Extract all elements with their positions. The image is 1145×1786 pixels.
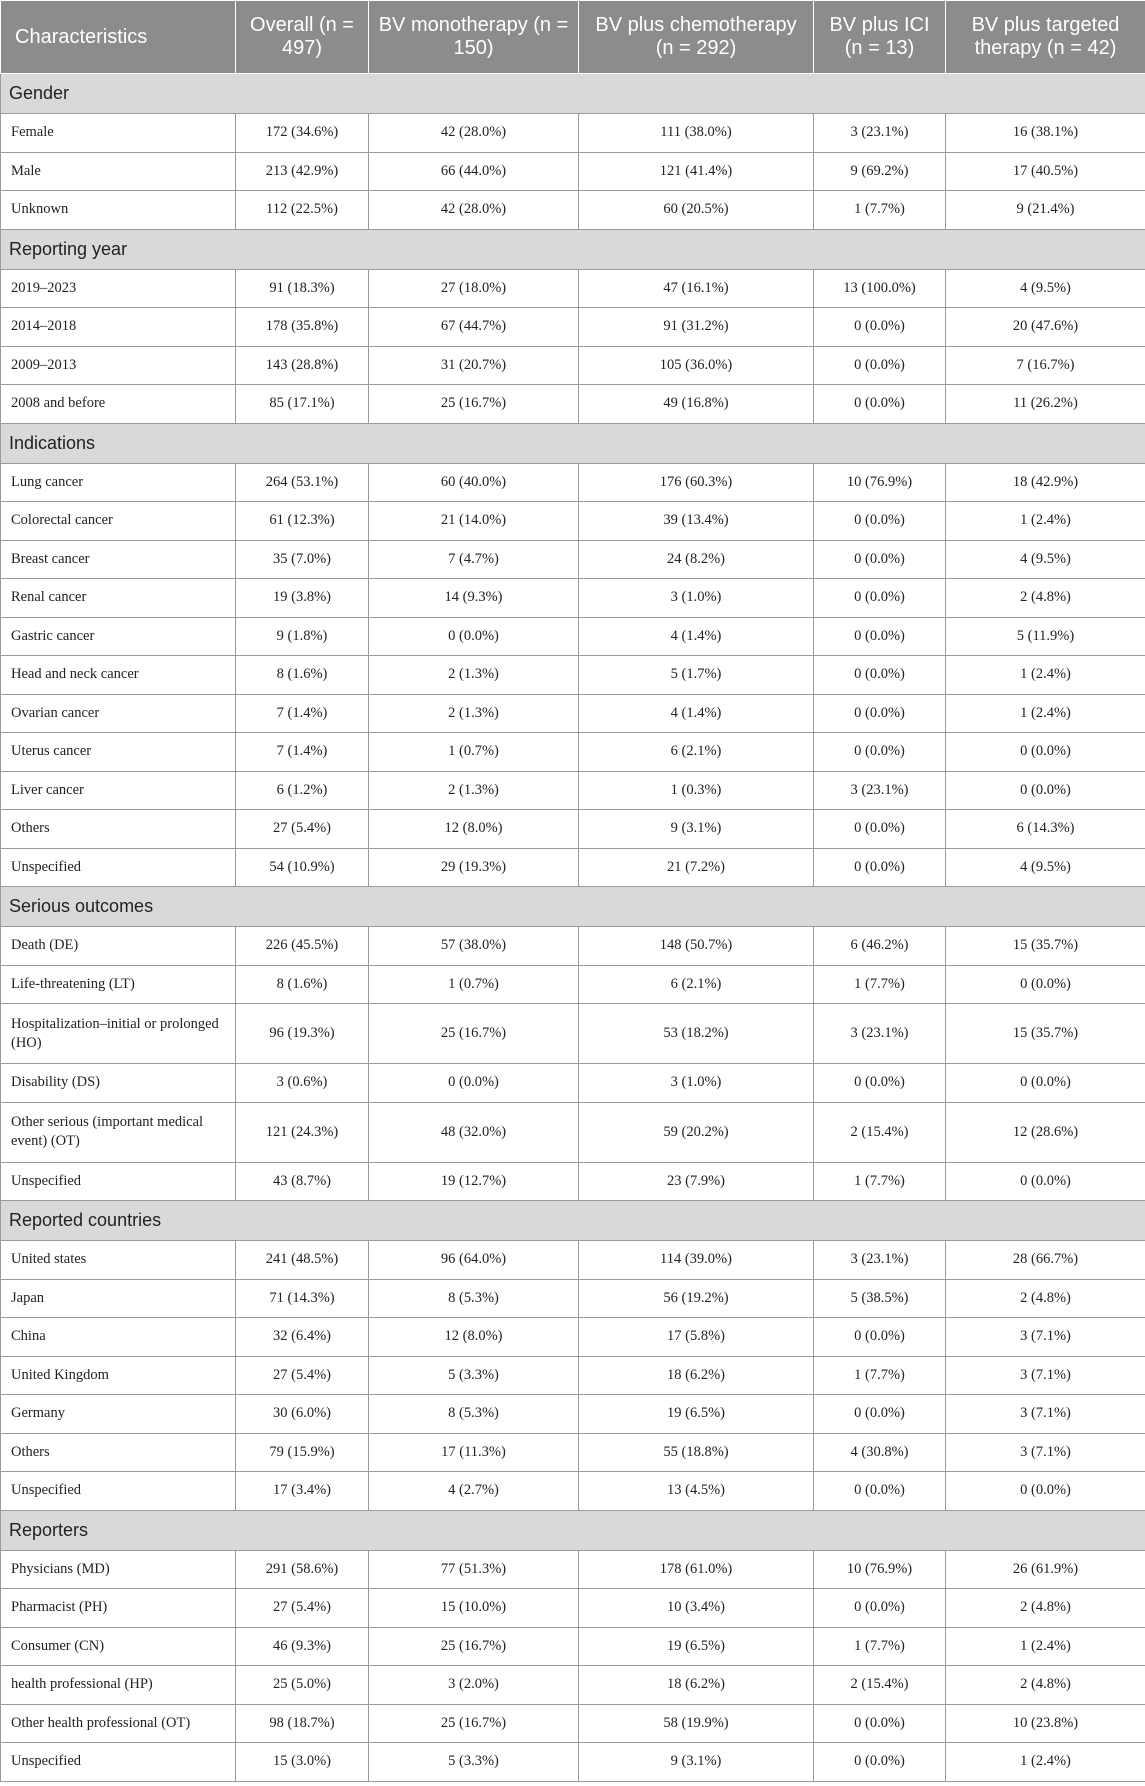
- table-row: [1, 463, 1145, 502]
- bv-plus-ici-cell: 0 (0.0%): [814, 1318, 946, 1357]
- bv-monotherapy-cell: 29 (19.3%): [369, 848, 579, 887]
- bv-plus-chemotherapy-cell: 18 (6.2%): [579, 1356, 814, 1395]
- table-body: [1, 74, 1145, 1782]
- table-row: [1, 656, 1145, 695]
- bv-plus-chemotherapy-cell: 121 (41.4%): [579, 152, 814, 191]
- characteristic-cell: Renal cancer: [1, 579, 236, 618]
- bv-monotherapy-cell: 0 (0.0%): [369, 1064, 579, 1103]
- bv-plus-ici-cell: 0 (0.0%): [814, 1589, 946, 1628]
- bv-monotherapy-cell: 17 (11.3%): [369, 1433, 579, 1472]
- bv-plus-targeted-therapy-cell: 10 (23.8%): [946, 1704, 1145, 1743]
- bv-plus-targeted-therapy-cell: 26 (61.9%): [946, 1550, 1145, 1589]
- bv-plus-targeted-therapy-cell: 3 (7.1%): [946, 1318, 1145, 1357]
- bv-plus-chemotherapy-cell: 91 (31.2%): [579, 308, 814, 347]
- overall-cell: 291 (58.6%): [236, 1550, 369, 1589]
- bv-monotherapy-cell: 2 (1.3%): [369, 656, 579, 695]
- characteristic-cell: Liver cancer: [1, 771, 236, 810]
- overall-cell: 79 (15.9%): [236, 1433, 369, 1472]
- bv-plus-chemotherapy-cell: 105 (36.0%): [579, 346, 814, 385]
- bv-plus-ici-cell: 1 (7.7%): [814, 1627, 946, 1666]
- bv-plus-chemotherapy-cell: 178 (61.0%): [579, 1550, 814, 1589]
- bv-plus-chemotherapy-cell: 1 (0.3%): [579, 771, 814, 810]
- bv-plus-chemotherapy-cell: 9 (3.1%): [579, 1743, 814, 1782]
- bv-plus-targeted-therapy-cell: 15 (35.7%): [946, 1004, 1145, 1064]
- bv-plus-ici-cell: 1 (7.7%): [814, 965, 946, 1004]
- section-title: Reporters: [1, 1510, 1145, 1550]
- bv-plus-ici-cell: 10 (76.9%): [814, 1550, 946, 1589]
- bv-monotherapy-cell: 31 (20.7%): [369, 346, 579, 385]
- characteristic-cell: Lung cancer: [1, 463, 236, 502]
- overall-cell: 19 (3.8%): [236, 579, 369, 618]
- overall-cell: 264 (53.1%): [236, 463, 369, 502]
- section-title: Indications: [1, 423, 1145, 463]
- table-row: [1, 965, 1145, 1004]
- bv-plus-chemotherapy-cell: 4 (1.4%): [579, 694, 814, 733]
- overall-cell: 25 (5.0%): [236, 1666, 369, 1705]
- bv-plus-ici-cell: 10 (76.9%): [814, 463, 946, 502]
- bv-plus-chemotherapy-cell: 6 (2.1%): [579, 965, 814, 1004]
- table-row: [1, 1666, 1145, 1705]
- table-row: [1, 540, 1145, 579]
- bv-plus-ici-cell: 9 (69.2%): [814, 152, 946, 191]
- table-row: [1, 927, 1145, 966]
- overall-cell: 8 (1.6%): [236, 656, 369, 695]
- bv-plus-ici-cell: 0 (0.0%): [814, 1743, 946, 1782]
- bv-plus-ici-cell: 1 (7.7%): [814, 191, 946, 230]
- bv-plus-targeted-therapy-cell: 0 (0.0%): [946, 733, 1145, 772]
- overall-cell: 54 (10.9%): [236, 848, 369, 887]
- table-row: [1, 733, 1145, 772]
- bv-plus-targeted-therapy-cell: 15 (35.7%): [946, 927, 1145, 966]
- bv-monotherapy-cell: 8 (5.3%): [369, 1279, 579, 1318]
- bv-plus-targeted-therapy-cell: 16 (38.1%): [946, 114, 1145, 153]
- bv-plus-targeted-therapy-cell: 3 (7.1%): [946, 1433, 1145, 1472]
- bv-plus-targeted-therapy-cell: 18 (42.9%): [946, 463, 1145, 502]
- table-row: [1, 579, 1145, 618]
- bv-plus-targeted-therapy-cell: 3 (7.1%): [946, 1395, 1145, 1434]
- bv-plus-ici-cell: 0 (0.0%): [814, 308, 946, 347]
- characteristic-cell: Unspecified: [1, 848, 236, 887]
- bv-plus-chemotherapy-cell: 10 (3.4%): [579, 1589, 814, 1628]
- bv-plus-targeted-therapy-cell: 2 (4.8%): [946, 1589, 1145, 1628]
- overall-cell: 7 (1.4%): [236, 733, 369, 772]
- bv-plus-ici-cell: 0 (0.0%): [814, 1704, 946, 1743]
- bv-plus-targeted-therapy-cell: 11 (26.2%): [946, 385, 1145, 424]
- bv-plus-ici-cell: 0 (0.0%): [814, 656, 946, 695]
- bv-plus-targeted-therapy-cell: 3 (7.1%): [946, 1356, 1145, 1395]
- bv-plus-chemotherapy-cell: 3 (1.0%): [579, 579, 814, 618]
- bv-plus-ici-cell: 0 (0.0%): [814, 1064, 946, 1103]
- table-row: [1, 308, 1145, 347]
- section-title: Serious outcomes: [1, 887, 1145, 927]
- bv-plus-ici-cell: 0 (0.0%): [814, 617, 946, 656]
- table-row: [1, 1279, 1145, 1318]
- bv-plus-ici-cell: 1 (7.7%): [814, 1356, 946, 1395]
- table-row: [1, 114, 1145, 153]
- bv-monotherapy-cell: 8 (5.3%): [369, 1395, 579, 1434]
- bv-plus-targeted-therapy-cell: 0 (0.0%): [946, 1472, 1145, 1511]
- bv-monotherapy-cell: 1 (0.7%): [369, 733, 579, 772]
- bv-monotherapy-cell: 25 (16.7%): [369, 385, 579, 424]
- section-title: Reporting year: [1, 229, 1145, 269]
- bv-plus-chemotherapy-cell: 19 (6.5%): [579, 1627, 814, 1666]
- bv-plus-chemotherapy-cell: 6 (2.1%): [579, 733, 814, 772]
- overall-cell: 71 (14.3%): [236, 1279, 369, 1318]
- overall-cell: 32 (6.4%): [236, 1318, 369, 1357]
- bv-plus-ici-cell: 0 (0.0%): [814, 540, 946, 579]
- bv-plus-chemotherapy-cell: 53 (18.2%): [579, 1004, 814, 1064]
- bv-plus-ici-cell: 0 (0.0%): [814, 848, 946, 887]
- bv-plus-ici-cell: 3 (23.1%): [814, 114, 946, 153]
- characteristic-cell: 2009–2013: [1, 346, 236, 385]
- characteristic-cell: Unknown: [1, 191, 236, 230]
- characteristic-cell: Ovarian cancer: [1, 694, 236, 733]
- table-row: [1, 1102, 1145, 1162]
- bv-plus-targeted-therapy-cell: 2 (4.8%): [946, 579, 1145, 618]
- overall-cell: 35 (7.0%): [236, 540, 369, 579]
- bv-monotherapy-cell: 7 (4.7%): [369, 540, 579, 579]
- characteristic-cell: health professional (HP): [1, 1666, 236, 1705]
- overall-cell: 85 (17.1%): [236, 385, 369, 424]
- overall-cell: 178 (35.8%): [236, 308, 369, 347]
- bv-plus-chemotherapy-cell: 19 (6.5%): [579, 1395, 814, 1434]
- overall-cell: 143 (28.8%): [236, 346, 369, 385]
- overall-cell: 98 (18.7%): [236, 1704, 369, 1743]
- bv-plus-targeted-therapy-cell: 0 (0.0%): [946, 771, 1145, 810]
- bv-monotherapy-cell: 67 (44.7%): [369, 308, 579, 347]
- bv-plus-targeted-therapy-cell: 9 (21.4%): [946, 191, 1145, 230]
- characteristic-cell: Others: [1, 1433, 236, 1472]
- bv-plus-chemotherapy-cell: 59 (20.2%): [579, 1102, 814, 1162]
- header-row: [1, 1, 1145, 74]
- bv-monotherapy-cell: 4 (2.7%): [369, 1472, 579, 1511]
- section-title: Reported countries: [1, 1201, 1145, 1241]
- overall-cell: 8 (1.6%): [236, 965, 369, 1004]
- bv-plus-targeted-therapy-cell: 1 (2.4%): [946, 694, 1145, 733]
- bv-plus-chemotherapy-cell: 49 (16.8%): [579, 385, 814, 424]
- characteristic-cell: Female: [1, 114, 236, 153]
- overall-cell: 213 (42.9%): [236, 152, 369, 191]
- overall-cell: 9 (1.8%): [236, 617, 369, 656]
- bv-plus-ici-cell: 0 (0.0%): [814, 1395, 946, 1434]
- header-bv-plus-ici: BV plus ICI (n = 13): [814, 1, 946, 74]
- characteristic-cell: Pharmacist (PH): [1, 1589, 236, 1628]
- characteristic-cell: Other health professional (OT): [1, 1704, 236, 1743]
- overall-cell: 172 (34.6%): [236, 114, 369, 153]
- overall-cell: 27 (5.4%): [236, 1356, 369, 1395]
- bv-monotherapy-cell: 42 (28.0%): [369, 114, 579, 153]
- header-bv-plus-chemotherapy: BV plus chemotherapy (n = 292): [579, 1, 814, 74]
- overall-cell: 96 (19.3%): [236, 1004, 369, 1064]
- bv-plus-ici-cell: 0 (0.0%): [814, 694, 946, 733]
- overall-cell: 27 (5.4%): [236, 1589, 369, 1628]
- bv-plus-chemotherapy-cell: 24 (8.2%): [579, 540, 814, 579]
- table-row: [1, 1433, 1145, 1472]
- bv-monotherapy-cell: 25 (16.7%): [369, 1004, 579, 1064]
- bv-plus-chemotherapy-cell: 21 (7.2%): [579, 848, 814, 887]
- bv-plus-chemotherapy-cell: 5 (1.7%): [579, 656, 814, 695]
- bv-plus-chemotherapy-cell: 39 (13.4%): [579, 502, 814, 541]
- bv-plus-chemotherapy-cell: 111 (38.0%): [579, 114, 814, 153]
- header-overall: Overall (n = 497): [236, 1, 369, 74]
- bv-plus-targeted-therapy-cell: 0 (0.0%): [946, 965, 1145, 1004]
- bv-plus-chemotherapy-cell: 18 (6.2%): [579, 1666, 814, 1705]
- bv-monotherapy-cell: 66 (44.0%): [369, 152, 579, 191]
- bv-monotherapy-cell: 27 (18.0%): [369, 269, 579, 308]
- bv-monotherapy-cell: 12 (8.0%): [369, 810, 579, 849]
- bv-plus-targeted-therapy-cell: 4 (9.5%): [946, 540, 1145, 579]
- table-row: [1, 269, 1145, 308]
- bv-plus-targeted-therapy-cell: 0 (0.0%): [946, 1064, 1145, 1103]
- characteristic-cell: Life-threatening (LT): [1, 965, 236, 1004]
- bv-plus-ici-cell: 2 (15.4%): [814, 1666, 946, 1705]
- bv-plus-chemotherapy-cell: 176 (60.3%): [579, 463, 814, 502]
- characteristic-cell: Uterus cancer: [1, 733, 236, 772]
- bv-plus-ici-cell: 0 (0.0%): [814, 733, 946, 772]
- bv-plus-ici-cell: 0 (0.0%): [814, 346, 946, 385]
- bv-monotherapy-cell: 2 (1.3%): [369, 694, 579, 733]
- characteristic-cell: Gastric cancer: [1, 617, 236, 656]
- bv-plus-chemotherapy-cell: 23 (7.9%): [579, 1162, 814, 1201]
- bv-plus-chemotherapy-cell: 3 (1.0%): [579, 1064, 814, 1103]
- bv-monotherapy-cell: 14 (9.3%): [369, 579, 579, 618]
- overall-cell: 112 (22.5%): [236, 191, 369, 230]
- header-bv-plus-targeted-therapy: BV plus targeted therapy (n = 42): [946, 1, 1145, 74]
- characteristic-cell: 2014–2018: [1, 308, 236, 347]
- bv-plus-chemotherapy-cell: 13 (4.5%): [579, 1472, 814, 1511]
- overall-cell: 241 (48.5%): [236, 1241, 369, 1280]
- characteristic-cell: Hospitalization–initial or prolonged (HO): [1, 1004, 236, 1064]
- bv-monotherapy-cell: 3 (2.0%): [369, 1666, 579, 1705]
- table-row: [1, 694, 1145, 733]
- bv-plus-ici-cell: 2 (15.4%): [814, 1102, 946, 1162]
- overall-cell: 27 (5.4%): [236, 810, 369, 849]
- table-row: [1, 1004, 1145, 1064]
- section-row: [1, 1201, 1145, 1241]
- characteristic-cell: Male: [1, 152, 236, 191]
- characteristic-cell: Physicians (MD): [1, 1550, 236, 1589]
- bv-monotherapy-cell: 60 (40.0%): [369, 463, 579, 502]
- table-row: [1, 1064, 1145, 1103]
- bv-plus-targeted-therapy-cell: 4 (9.5%): [946, 269, 1145, 308]
- bv-plus-chemotherapy-cell: 17 (5.8%): [579, 1318, 814, 1357]
- bv-plus-chemotherapy-cell: 4 (1.4%): [579, 617, 814, 656]
- section-title: Gender: [1, 74, 1145, 114]
- characteristic-cell: Head and neck cancer: [1, 656, 236, 695]
- bv-monotherapy-cell: 42 (28.0%): [369, 191, 579, 230]
- bv-plus-chemotherapy-cell: 148 (50.7%): [579, 927, 814, 966]
- table-row: [1, 810, 1145, 849]
- bv-monotherapy-cell: 77 (51.3%): [369, 1550, 579, 1589]
- bv-plus-targeted-therapy-cell: 5 (11.9%): [946, 617, 1145, 656]
- overall-cell: 121 (24.3%): [236, 1102, 369, 1162]
- table-row: [1, 1241, 1145, 1280]
- characteristic-cell: United Kingdom: [1, 1356, 236, 1395]
- characteristic-cell: China: [1, 1318, 236, 1357]
- table-row: [1, 1472, 1145, 1511]
- bv-monotherapy-cell: 25 (16.7%): [369, 1627, 579, 1666]
- bv-plus-targeted-therapy-cell: 20 (47.6%): [946, 308, 1145, 347]
- bv-plus-ici-cell: 1 (7.7%): [814, 1162, 946, 1201]
- table-row: [1, 1318, 1145, 1357]
- overall-cell: 226 (45.5%): [236, 927, 369, 966]
- section-row: [1, 1510, 1145, 1550]
- bv-monotherapy-cell: 21 (14.0%): [369, 502, 579, 541]
- bv-plus-chemotherapy-cell: 114 (39.0%): [579, 1241, 814, 1280]
- bv-monotherapy-cell: 19 (12.7%): [369, 1162, 579, 1201]
- characteristic-cell: United states: [1, 1241, 236, 1280]
- bv-plus-ici-cell: 0 (0.0%): [814, 1472, 946, 1511]
- header-bv-monotherapy: BV monotherapy (n = 150): [369, 1, 579, 74]
- bv-plus-targeted-therapy-cell: 12 (28.6%): [946, 1102, 1145, 1162]
- overall-cell: 43 (8.7%): [236, 1162, 369, 1201]
- bv-monotherapy-cell: 48 (32.0%): [369, 1102, 579, 1162]
- characteristic-cell: 2008 and before: [1, 385, 236, 424]
- bv-plus-chemotherapy-cell: 47 (16.1%): [579, 269, 814, 308]
- bv-monotherapy-cell: 5 (3.3%): [369, 1743, 579, 1782]
- bv-plus-ici-cell: 4 (30.8%): [814, 1433, 946, 1472]
- characteristic-cell: Unspecified: [1, 1472, 236, 1511]
- bv-plus-targeted-therapy-cell: 28 (66.7%): [946, 1241, 1145, 1280]
- bv-plus-chemotherapy-cell: 55 (18.8%): [579, 1433, 814, 1472]
- characteristic-cell: Disability (DS): [1, 1064, 236, 1103]
- bv-monotherapy-cell: 96 (64.0%): [369, 1241, 579, 1280]
- bv-plus-ici-cell: 3 (23.1%): [814, 1241, 946, 1280]
- bv-plus-ici-cell: 6 (46.2%): [814, 927, 946, 966]
- bv-plus-ici-cell: 0 (0.0%): [814, 385, 946, 424]
- overall-cell: 61 (12.3%): [236, 502, 369, 541]
- bv-plus-targeted-therapy-cell: 6 (14.3%): [946, 810, 1145, 849]
- bv-plus-targeted-therapy-cell: 17 (40.5%): [946, 152, 1145, 191]
- table-row: [1, 385, 1145, 424]
- characteristic-cell: Japan: [1, 1279, 236, 1318]
- bv-monotherapy-cell: 25 (16.7%): [369, 1704, 579, 1743]
- table-row: [1, 1743, 1145, 1782]
- overall-cell: 46 (9.3%): [236, 1627, 369, 1666]
- characteristic-cell: Other serious (important medical event) (OT): [1, 1102, 236, 1162]
- table-row: [1, 848, 1145, 887]
- section-row: [1, 229, 1145, 269]
- table-row: [1, 1162, 1145, 1201]
- table-row: [1, 771, 1145, 810]
- table-row: [1, 1589, 1145, 1628]
- table-row: [1, 191, 1145, 230]
- bv-monotherapy-cell: 1 (0.7%): [369, 965, 579, 1004]
- table-row: [1, 152, 1145, 191]
- table-row: [1, 1704, 1145, 1743]
- table-row: [1, 346, 1145, 385]
- bv-plus-targeted-therapy-cell: 1 (2.4%): [946, 656, 1145, 695]
- table-row: [1, 617, 1145, 656]
- bv-plus-ici-cell: 13 (100.0%): [814, 269, 946, 308]
- bv-plus-targeted-therapy-cell: 1 (2.4%): [946, 502, 1145, 541]
- characteristic-cell: Consumer (CN): [1, 1627, 236, 1666]
- bv-monotherapy-cell: 5 (3.3%): [369, 1356, 579, 1395]
- characteristic-cell: Colorectal cancer: [1, 502, 236, 541]
- characteristic-cell: Breast cancer: [1, 540, 236, 579]
- bv-plus-targeted-therapy-cell: 1 (2.4%): [946, 1743, 1145, 1782]
- bv-plus-targeted-therapy-cell: 0 (0.0%): [946, 1162, 1145, 1201]
- section-row: [1, 74, 1145, 114]
- table-row: [1, 1550, 1145, 1589]
- bv-plus-ici-cell: 5 (38.5%): [814, 1279, 946, 1318]
- bv-monotherapy-cell: 15 (10.0%): [369, 1589, 579, 1628]
- section-row: [1, 423, 1145, 463]
- bv-plus-ici-cell: 3 (23.1%): [814, 771, 946, 810]
- bv-plus-ici-cell: 3 (23.1%): [814, 1004, 946, 1064]
- bv-monotherapy-cell: 2 (1.3%): [369, 771, 579, 810]
- overall-cell: 30 (6.0%): [236, 1395, 369, 1434]
- characteristic-cell: 2019–2023: [1, 269, 236, 308]
- bv-monotherapy-cell: 12 (8.0%): [369, 1318, 579, 1357]
- overall-cell: 7 (1.4%): [236, 694, 369, 733]
- section-row: [1, 887, 1145, 927]
- overall-cell: 6 (1.2%): [236, 771, 369, 810]
- bv-plus-ici-cell: 0 (0.0%): [814, 579, 946, 618]
- overall-cell: 17 (3.4%): [236, 1472, 369, 1511]
- bv-plus-chemotherapy-cell: 56 (19.2%): [579, 1279, 814, 1318]
- table-row: [1, 1356, 1145, 1395]
- characteristic-cell: Unspecified: [1, 1743, 236, 1782]
- table-row: [1, 1395, 1145, 1434]
- bv-plus-ici-cell: 0 (0.0%): [814, 502, 946, 541]
- bv-plus-chemotherapy-cell: 58 (19.9%): [579, 1704, 814, 1743]
- overall-cell: 15 (3.0%): [236, 1743, 369, 1782]
- bv-plus-targeted-therapy-cell: 2 (4.8%): [946, 1279, 1145, 1318]
- bv-monotherapy-cell: 57 (38.0%): [369, 927, 579, 966]
- table-row: [1, 502, 1145, 541]
- table-header: [1, 1, 1145, 74]
- bv-plus-targeted-therapy-cell: 2 (4.8%): [946, 1666, 1145, 1705]
- bv-monotherapy-cell: 0 (0.0%): [369, 617, 579, 656]
- bv-plus-chemotherapy-cell: 9 (3.1%): [579, 810, 814, 849]
- characteristic-cell: Death (DE): [1, 927, 236, 966]
- characteristic-cell: Germany: [1, 1395, 236, 1434]
- overall-cell: 3 (0.6%): [236, 1064, 369, 1103]
- bv-plus-ici-cell: 0 (0.0%): [814, 810, 946, 849]
- characteristic-cell: Unspecified: [1, 1162, 236, 1201]
- table-row: [1, 1627, 1145, 1666]
- bv-plus-targeted-therapy-cell: 7 (16.7%): [946, 346, 1145, 385]
- overall-cell: 91 (18.3%): [236, 269, 369, 308]
- bv-plus-targeted-therapy-cell: 1 (2.4%): [946, 1627, 1145, 1666]
- characteristic-cell: Others: [1, 810, 236, 849]
- header-characteristics: Characteristics: [1, 1, 236, 74]
- bv-plus-chemotherapy-cell: 60 (20.5%): [579, 191, 814, 230]
- bv-plus-targeted-therapy-cell: 4 (9.5%): [946, 848, 1145, 887]
